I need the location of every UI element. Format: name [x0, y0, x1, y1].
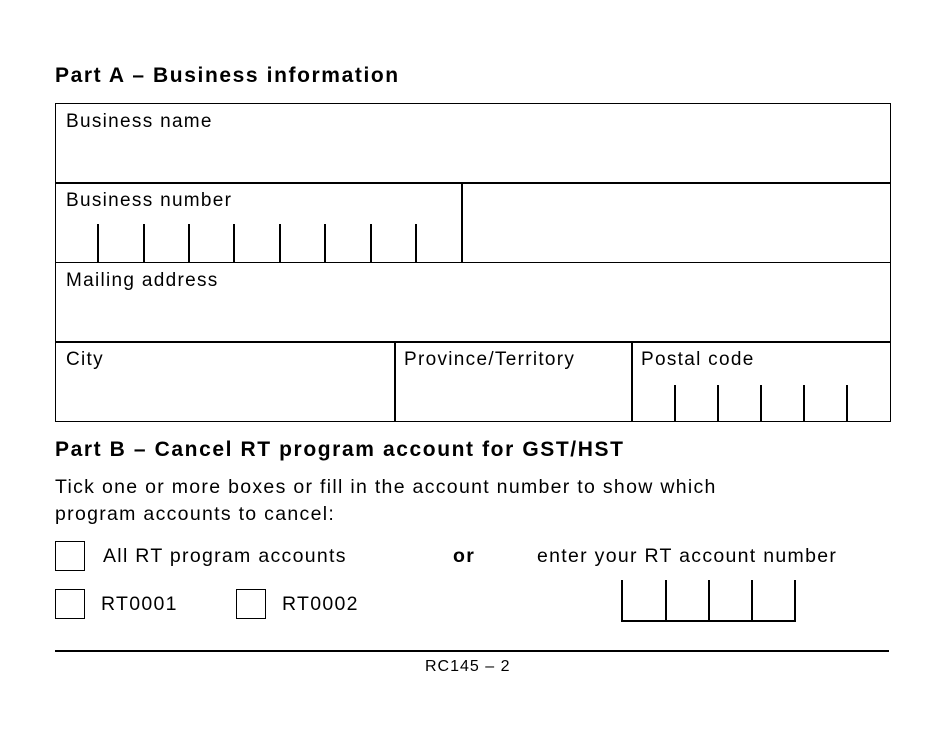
business-number-label: Business number: [66, 190, 233, 211]
digit-tick: [279, 224, 281, 263]
all-accounts-label: All RT program accounts: [103, 545, 347, 567]
postal-code-label: Postal code: [641, 349, 755, 370]
digit-tick: [794, 580, 796, 621]
rt-account-number-input[interactable]: [621, 580, 797, 622]
instructions-line-1: Tick one or more boxes or fill in the account number to show which: [55, 476, 717, 498]
part-a-title: Part A – Business information: [55, 64, 400, 87]
digit-tick: [717, 385, 719, 422]
all-accounts-checkbox[interactable]: [55, 541, 85, 571]
rt0001-label: RT0001: [101, 593, 178, 615]
city-label: City: [66, 349, 104, 370]
digit-tick: [846, 385, 848, 422]
instructions-line-2: program accounts to cancel:: [55, 503, 336, 525]
business-number-row: [55, 183, 891, 263]
business-name-field[interactable]: [55, 103, 891, 183]
or-label: or: [453, 545, 476, 567]
digit-tick: [751, 580, 753, 621]
digit-tick: [188, 224, 190, 263]
page-number: RC145 – 2: [425, 658, 511, 675]
digit-tick: [803, 385, 805, 422]
province-field[interactable]: [395, 343, 631, 422]
business-name-label: Business name: [66, 111, 213, 132]
city-field[interactable]: [56, 343, 394, 422]
digit-tick: [621, 580, 623, 621]
rt0001-checkbox[interactable]: [55, 589, 85, 619]
city-province-postal-row: [55, 342, 891, 422]
province-label: Province/Territory: [404, 349, 576, 370]
digit-tick: [143, 224, 145, 263]
digit-tick: [415, 224, 417, 263]
footer-rule: [55, 650, 889, 652]
part-b-title: Part B – Cancel RT program account for GST/HST: [55, 438, 625, 461]
account-number-label: enter your RT account number: [537, 545, 838, 567]
business-number-input[interactable]: [56, 224, 462, 263]
digit-tick: [97, 224, 99, 263]
digit-tick: [665, 580, 667, 621]
mailing-address-field[interactable]: [55, 262, 891, 342]
digit-tick: [324, 224, 326, 263]
postal-code-field[interactable]: [632, 343, 891, 422]
rt0002-label: RT0002: [282, 593, 359, 615]
digit-tick: [674, 385, 676, 422]
digit-baseline: [621, 620, 796, 622]
digit-tick: [708, 580, 710, 621]
mailing-address-label: Mailing address: [66, 270, 219, 291]
digit-tick: [370, 224, 372, 263]
digit-tick: [233, 224, 235, 263]
rt0002-checkbox[interactable]: [236, 589, 266, 619]
digit-tick: [760, 385, 762, 422]
